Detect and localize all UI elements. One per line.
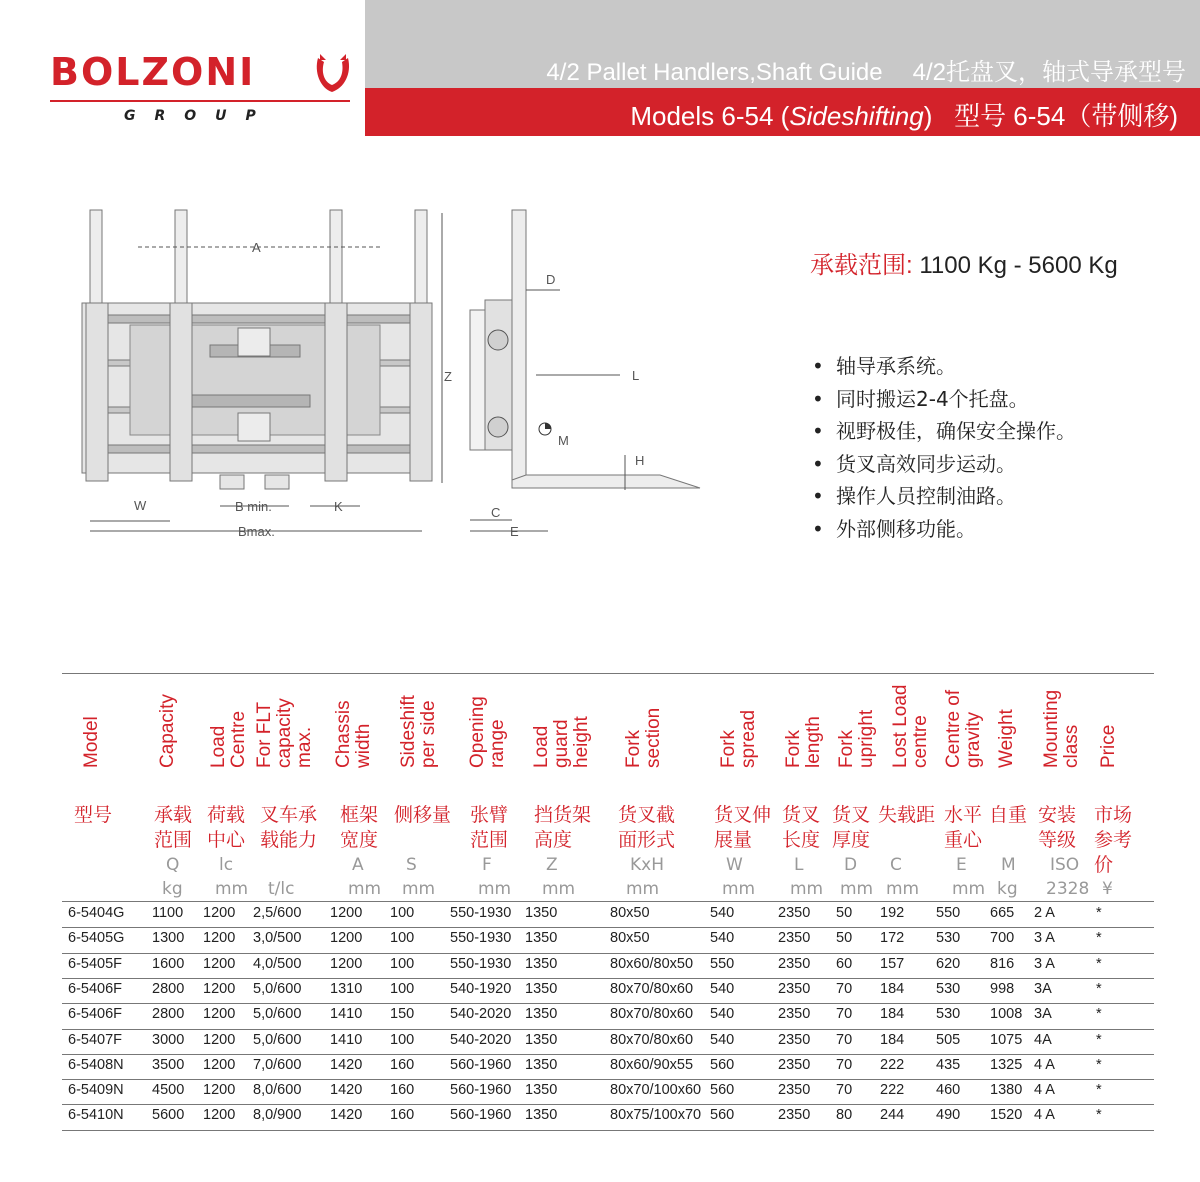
header-cn: 承载范围 <box>154 804 193 851</box>
table-cell: 2350 <box>778 1031 811 1048</box>
header-cn: 货叉伸展量 <box>714 804 772 851</box>
table-cell: 620 <box>936 955 961 972</box>
table-cell: 2350 <box>778 930 811 947</box>
table-row <box>62 1003 1154 1028</box>
header-en: Weight <box>996 709 1017 768</box>
table-cell: 1350 <box>525 1056 558 1073</box>
header-en: Opening range <box>467 696 508 768</box>
feature-item: • 外部侧移功能。 <box>812 513 1076 546</box>
header-cn: 水平重心 <box>944 804 983 851</box>
feature-list <box>812 350 1076 545</box>
table-cell: 1350 <box>525 1082 558 1099</box>
table-cell: 4 A <box>1034 1107 1055 1124</box>
table-cell: 172 <box>880 930 905 947</box>
front-view <box>82 210 442 531</box>
table-cell: 184 <box>880 1031 905 1048</box>
table-cell: 550-1930 <box>450 905 512 921</box>
table-cell: 505 <box>936 1031 961 1048</box>
table-cell: 6-5408N <box>68 1056 124 1073</box>
table-cell: 150 <box>390 1006 415 1023</box>
table-cell: 6-5406F <box>68 980 123 997</box>
capacity-range <box>810 245 1118 280</box>
dim-D: D <box>546 272 556 287</box>
table-cell: 6-5406F <box>68 1006 123 1023</box>
table-cell: 6-5409N <box>68 1082 124 1099</box>
table-cell: 160 <box>390 1056 415 1073</box>
table-cell: * <box>1096 955 1102 972</box>
header-symbol: L <box>794 855 804 875</box>
table-row <box>62 1029 1154 1054</box>
table-row <box>62 1104 1154 1129</box>
dim-L: L <box>632 368 640 383</box>
table-cell: 1325 <box>990 1056 1023 1073</box>
table-cell: 1200 <box>203 1107 236 1124</box>
table-cell: 80x60/90x55 <box>610 1056 694 1073</box>
table-cell: 80x75/100x70 <box>610 1107 702 1124</box>
header-en: Centre of gravity <box>943 689 984 768</box>
header-symbol: lc <box>219 855 234 875</box>
header-unit: mm <box>790 879 824 899</box>
table-cell: * <box>1096 980 1102 997</box>
table-cell: 100 <box>390 955 415 972</box>
table-cell: 1200 <box>203 905 236 921</box>
header-en: Mounting class <box>1041 689 1082 768</box>
brand-group: GROUP <box>124 108 275 124</box>
header-en: For FLT capacity max. <box>254 698 315 768</box>
dim-Z: Z <box>444 369 452 384</box>
feature-item: • 视野极佳，确保安全操作。 <box>812 415 1076 448</box>
table-cell: 1350 <box>525 1107 558 1124</box>
header-en: Sideshift per side <box>398 695 439 768</box>
title-en: 4/2 Pallet Handlers,Shaft Guide <box>546 59 883 86</box>
header-symbol: Q <box>166 855 180 875</box>
table-cell: 1520 <box>990 1107 1023 1124</box>
models-cn: 型号 6-54（带侧移) <box>954 101 1178 131</box>
table-cell: 4500 <box>152 1082 185 1099</box>
side-view <box>470 210 700 531</box>
row-rule <box>62 1130 1154 1131</box>
table-cell: 6-5404G <box>68 905 125 921</box>
table-cell: 1008 <box>990 1006 1023 1023</box>
table-cell: 460 <box>936 1082 961 1099</box>
table-cell: 1350 <box>525 930 558 947</box>
header-red-band <box>365 88 1200 136</box>
dim-Bmin: B min. <box>235 499 272 514</box>
header-symbol: A <box>352 855 364 875</box>
table-cell: 2350 <box>778 955 811 972</box>
header-en: Capacity <box>157 694 178 768</box>
models-subtitle <box>630 96 1178 133</box>
dim-K: K <box>334 499 343 514</box>
brand-name: BOLZONI <box>50 50 256 94</box>
table-cell: 80x50 <box>610 905 650 921</box>
header-unit: kg <box>162 879 183 899</box>
table-cell: 7,0/600 <box>253 1056 302 1073</box>
table-cell: 540 <box>710 930 735 947</box>
table-cell: * <box>1096 930 1102 947</box>
table-cell: 540 <box>710 1006 735 1023</box>
table-cell: 8,0/600 <box>253 1082 302 1099</box>
dim-C: C <box>491 505 501 520</box>
table-cell: 1350 <box>525 905 558 921</box>
table-cell: 5600 <box>152 1107 185 1124</box>
header-symbol: E <box>956 855 967 875</box>
header-symbol: ISO <box>1050 855 1080 875</box>
header-cn: 货叉长度 <box>782 804 821 851</box>
table-cell: 70 <box>836 980 853 997</box>
table-cell: 5,0/600 <box>253 1006 302 1023</box>
header-unit: t/lc <box>268 879 295 899</box>
table-cell: 100 <box>390 930 415 947</box>
dim-M: M <box>558 433 569 448</box>
header-symbol: F <box>482 855 492 875</box>
header-symbol: S <box>406 855 417 875</box>
header-cn: 市场参考价 <box>1094 804 1133 876</box>
bolzoni-mark-icon <box>312 52 354 96</box>
header-symbol: C <box>890 855 902 875</box>
capacity-label: 承载范围: <box>810 252 913 279</box>
table-cell: 60 <box>836 955 853 972</box>
table-cell: 4 A <box>1034 1056 1055 1073</box>
table-cell: 1350 <box>525 955 558 972</box>
table-cell: 540-2020 <box>450 1006 512 1023</box>
table-cell: 540 <box>710 1031 735 1048</box>
table-cell: 2350 <box>778 905 811 921</box>
logo-underline <box>50 100 350 102</box>
table-row <box>62 1054 1154 1079</box>
table-cell: 3500 <box>152 1056 185 1073</box>
header-en: Lost Load centre <box>890 684 931 768</box>
table-cell: 1200 <box>330 905 363 921</box>
header-unit: mm <box>952 879 986 899</box>
table-cell: 560-1960 <box>450 1082 512 1099</box>
table-cell: 2350 <box>778 1056 811 1073</box>
table-cell: 1300 <box>152 930 185 947</box>
table-cell: 540-1920 <box>450 980 512 997</box>
table-row <box>62 1079 1154 1104</box>
table-cell: * <box>1096 1006 1102 1023</box>
header-symbol: KxH <box>630 855 664 875</box>
header-unit: kg <box>997 879 1018 899</box>
header-cn: 侧移量 <box>394 804 452 826</box>
table-cell: 4A <box>1034 1031 1052 1048</box>
table-row <box>62 927 1154 952</box>
table-cell: 1350 <box>525 1031 558 1048</box>
table-cell: 160 <box>390 1107 415 1124</box>
table-cell: 157 <box>880 955 905 972</box>
table-row <box>62 902 1154 927</box>
table-cell: 816 <box>990 955 1015 972</box>
table-cell: 560-1960 <box>450 1056 512 1073</box>
table-cell: 80x70/80x60 <box>610 1031 694 1048</box>
header-unit: mm <box>402 879 436 899</box>
table-cell: 665 <box>990 905 1015 921</box>
table-cell: * <box>1096 1107 1102 1124</box>
table-cell: 530 <box>936 930 961 947</box>
table-cell: * <box>1096 1082 1102 1099</box>
table-cell: 3A <box>1034 1006 1052 1023</box>
header-unit: mm <box>886 879 920 899</box>
header-cn: 安装等级 <box>1038 804 1077 851</box>
header-cn: 失载距 <box>878 804 936 826</box>
table-cell: 80x70/80x60 <box>610 1006 694 1023</box>
feature-item: • 同时搬运2-4个托盘。 <box>812 383 1076 416</box>
table-cell: 70 <box>836 1082 853 1099</box>
table-cell: 6-5405G <box>68 930 125 947</box>
table-cell: 2350 <box>778 1006 811 1023</box>
table-cell: 3000 <box>152 1031 185 1048</box>
table-cell: 70 <box>836 1056 853 1073</box>
header-unit: mm <box>840 879 874 899</box>
header-en: Chassis width <box>333 700 374 768</box>
header-gray-band <box>365 0 1200 88</box>
table-cell: 50 <box>836 905 853 921</box>
table-cell: 998 <box>990 980 1015 997</box>
table-cell: 1410 <box>330 1031 363 1048</box>
table-cell: 540 <box>710 905 735 921</box>
table-cell: 244 <box>880 1107 905 1124</box>
table-cell: 80x70/80x60 <box>610 980 694 997</box>
table-cell: * <box>1096 1056 1102 1073</box>
table-cell: 1420 <box>330 1107 363 1124</box>
table-cell: 100 <box>390 1031 415 1048</box>
table-cell: 1200 <box>203 930 236 947</box>
table-cell: 1200 <box>330 955 363 972</box>
models-prefix: Models 6-54 ( <box>630 101 790 131</box>
table-cell: 8,0/900 <box>253 1107 302 1124</box>
table-cell: 435 <box>936 1056 961 1073</box>
table-cell: 222 <box>880 1056 905 1073</box>
title-cn: 4/2托盘叉，轴式导承型号 <box>912 59 1186 86</box>
table-cell: 222 <box>880 1082 905 1099</box>
header-en: Fork length <box>783 716 824 768</box>
header-cn: 自重 <box>989 804 1028 826</box>
header-en: Load guard height <box>531 716 592 768</box>
table-cell: 560-1960 <box>450 1107 512 1124</box>
table-cell: 560 <box>710 1082 735 1099</box>
table-row <box>62 978 1154 1003</box>
table-cell: 1420 <box>330 1056 363 1073</box>
table-cell: 1420 <box>330 1082 363 1099</box>
header-en: Price <box>1098 724 1119 768</box>
table-cell: 184 <box>880 980 905 997</box>
table-cell: 6-5410N <box>68 1107 124 1124</box>
feature-item: • 操作人员控制油路。 <box>812 480 1076 513</box>
table-cell: 1200 <box>203 980 236 997</box>
table-cell: 1200 <box>203 1056 236 1073</box>
table-cell: 1380 <box>990 1082 1023 1099</box>
table-cell: 4,0/500 <box>253 955 302 972</box>
table-cell: 80x50 <box>610 930 650 947</box>
header-cn: 荷载中心 <box>207 804 246 851</box>
table-cell: 5,0/600 <box>253 1031 302 1048</box>
table-cell: 530 <box>936 1006 961 1023</box>
table-cell: 550-1930 <box>450 955 512 972</box>
table-cell: 1075 <box>990 1031 1023 1048</box>
table-cell: 3A <box>1034 980 1052 997</box>
table-cell: * <box>1096 905 1102 921</box>
dim-Bmax: Bmax. <box>238 524 275 539</box>
table-cell: 530 <box>936 980 961 997</box>
table-cell: 2800 <box>152 980 185 997</box>
table-cell: 3 A <box>1034 955 1055 972</box>
table-cell: 1410 <box>330 1006 363 1023</box>
table-top-rule <box>62 673 1154 674</box>
dim-W: W <box>134 498 147 513</box>
header-unit: mm <box>478 879 512 899</box>
page-title <box>546 52 1186 87</box>
table-cell: * <box>1096 1031 1102 1048</box>
table-cell: 2350 <box>778 1107 811 1124</box>
table-cell: 192 <box>880 905 905 921</box>
models-italic: Sideshifting <box>789 101 924 131</box>
header-en: Fork spread <box>718 709 759 768</box>
bolzoni-logo <box>50 50 350 140</box>
table-cell: 1200 <box>203 1082 236 1099</box>
header-unit: mm <box>542 879 576 899</box>
table-cell: 550 <box>936 905 961 921</box>
header-cn: 型号 <box>74 804 113 826</box>
table-cell: 50 <box>836 930 853 947</box>
header-cn: 叉车承载能力 <box>260 804 318 851</box>
table-cell: 540-2020 <box>450 1031 512 1048</box>
table-cell: 3 A <box>1034 930 1055 947</box>
header-unit: mm <box>722 879 756 899</box>
header-en: Model <box>81 716 102 768</box>
table-cell: 100 <box>390 905 415 921</box>
table-cell: 2350 <box>778 1082 811 1099</box>
table-cell: 80x70/100x60 <box>610 1082 702 1099</box>
table-cell: 80x60/80x50 <box>610 955 694 972</box>
table-cell: 700 <box>990 930 1015 947</box>
table-row <box>62 953 1154 978</box>
header-unit: 2328 <box>1046 879 1090 899</box>
table-cell: 5,0/600 <box>253 980 302 997</box>
table-cell: 1200 <box>203 1006 236 1023</box>
table-cell: 1200 <box>203 955 236 972</box>
table-cell: 100 <box>390 980 415 997</box>
dim-H: H <box>635 453 645 468</box>
feature-item: • 货叉高效同步运动。 <box>812 448 1076 481</box>
table-cell: 1310 <box>330 980 363 997</box>
table-cell: 160 <box>390 1082 415 1099</box>
header-unit: mm <box>626 879 660 899</box>
header-symbol: W <box>726 855 743 875</box>
table-cell: 490 <box>936 1107 961 1124</box>
header-cn: 货叉厚度 <box>832 804 871 851</box>
table-cell: 80 <box>836 1107 853 1124</box>
header-unit: mm <box>348 879 382 899</box>
table-cell: 4 A <box>1034 1082 1055 1099</box>
table-cell: 1350 <box>525 980 558 997</box>
table-cell: 2,5/600 <box>253 905 302 921</box>
technical-drawing <box>60 195 645 555</box>
table-cell: 560 <box>710 1107 735 1124</box>
table-cell: 1100 <box>152 905 184 921</box>
table-cell: 2 A <box>1034 905 1055 921</box>
header-cn: 货叉截面形式 <box>618 804 676 851</box>
header-unit: ¥ <box>1102 879 1113 899</box>
table-cell: 550-1930 <box>450 930 512 947</box>
header-en: Fork section <box>623 707 664 768</box>
table-cell: 6-5407F <box>68 1031 123 1048</box>
table-cell: 70 <box>836 1031 853 1048</box>
header-symbol: D <box>844 855 858 875</box>
header-en: Load Centre <box>208 710 249 768</box>
header-cn: 挡货架高度 <box>534 804 592 851</box>
dim-A: A <box>252 240 261 255</box>
table-cell: 3,0/500 <box>253 930 302 947</box>
header-en: Fork upright <box>836 709 877 768</box>
table-cell: 540 <box>710 980 735 997</box>
table-cell: 560 <box>710 1056 735 1073</box>
feature-item: • 轴导承系统。 <box>812 350 1076 383</box>
header-symbol: M <box>1001 855 1016 875</box>
models-suffix: ) <box>923 101 933 131</box>
capacity-value: 1100 Kg - 5600 Kg <box>919 252 1118 279</box>
table-cell: 1350 <box>525 1006 558 1023</box>
table-cell: 1200 <box>330 930 363 947</box>
table-cell: 6-5405F <box>68 955 123 972</box>
table-cell: 2350 <box>778 980 811 997</box>
table-cell: 550 <box>710 955 735 972</box>
table-cell: 184 <box>880 1006 905 1023</box>
header-cn: 框架宽度 <box>340 804 379 851</box>
header-symbol: Z <box>546 855 558 875</box>
header-unit: mm <box>215 879 249 899</box>
table-cell: 70 <box>836 1006 853 1023</box>
dim-E: E <box>510 524 519 539</box>
table-cell: 2800 <box>152 1006 185 1023</box>
table-cell: 1200 <box>203 1031 236 1048</box>
table-cell: 1600 <box>152 955 185 972</box>
header-cn: 张臂范围 <box>470 804 509 851</box>
